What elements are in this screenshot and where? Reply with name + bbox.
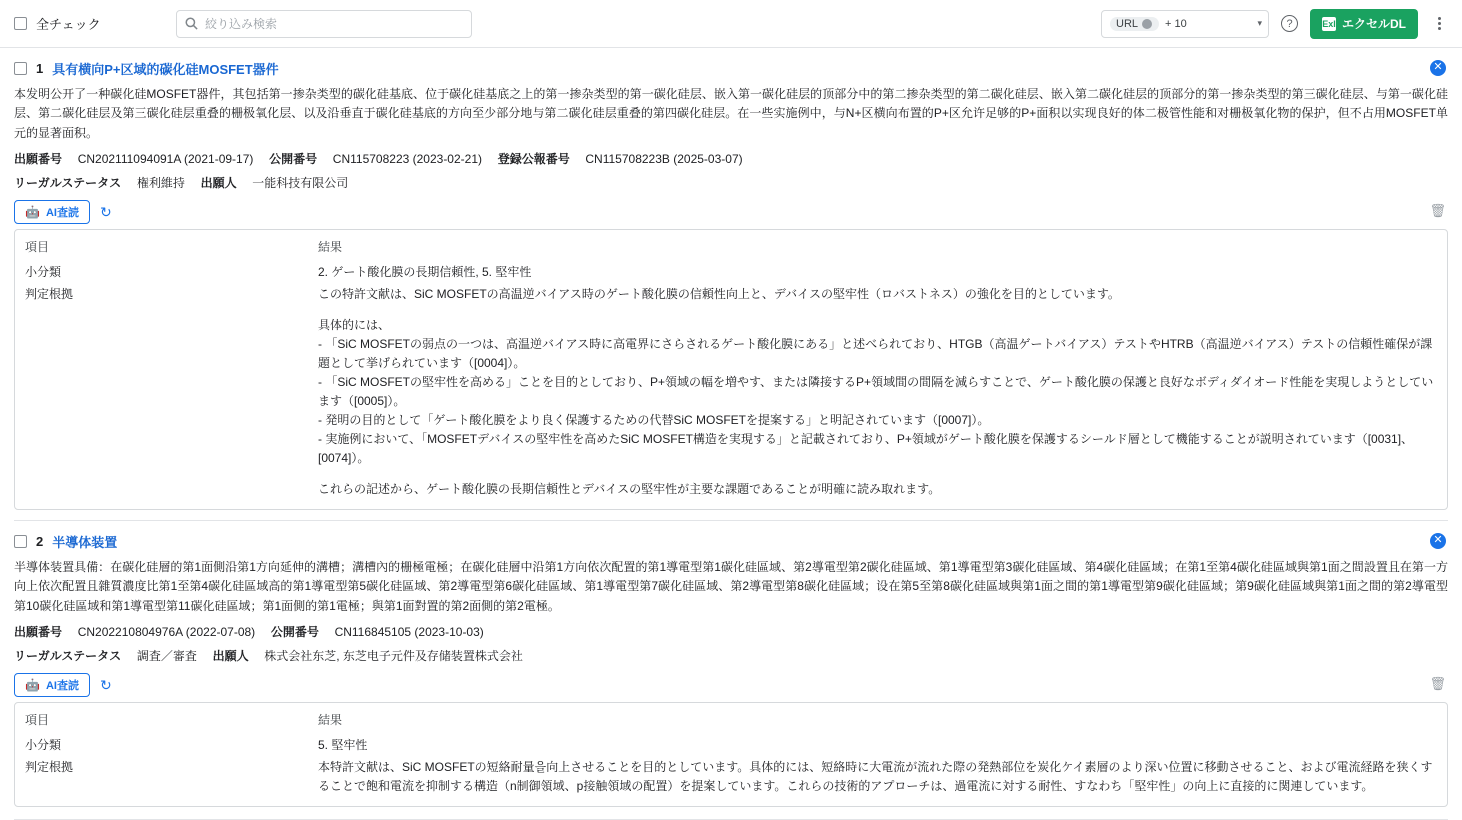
application-number-label: 出願番号 xyxy=(14,152,63,167)
record-remove-icon[interactable]: ✕ xyxy=(1430,533,1446,549)
ai-detail-block xyxy=(318,316,1437,468)
url-chip[interactable] xyxy=(1110,17,1159,31)
search-field-wrapper[interactable] xyxy=(176,10,472,38)
ai-detail-bullets xyxy=(318,335,1437,468)
ai-detail-bullet: - 「SiC MOSFETの弱点の一つは、高温逆バイアス時に高電界にさらされるゲート酸化膜にある」と述べられており、HTGB（高温ゲートバイアス）テストやHTRB（高温逆バイアス）テストの信頼性確保が課題として挙げられています（[0004]）。 xyxy=(318,337,1433,371)
ai-reason-text: この特許文献は、SiC MOSFETの高温逆バイアス時のゲート酸化膜の信頼性向上と、デバイスの堅牢性（ロバストネス）の強化を目的としています。 xyxy=(318,287,1120,302)
ai-review-button[interactable] xyxy=(14,673,90,697)
ai-table-row xyxy=(25,758,1437,796)
ai-table-header xyxy=(25,711,1437,730)
record-title-link[interactable]: 半導体装置 xyxy=(52,534,118,550)
application-number-label: 出願番号 xyxy=(14,625,63,640)
record-abstract: 本发明公开了一种碳化硅MOSFET器件，其包括第一掺杂类型的碳化硅基底、位于碳化硅基底之上的第一掺杂类型的第一碳化硅层、嵌入第一碳化硅层的顶部分中的第二掺杂类型的第二碳化硅层、嵌入第二碳化硅层的顶部分的第一掺杂类型的第三碳化硅层、与第一碳化硅层、第二碳化硅层及第三碳化硅层重叠的栅极氧化层、以及沿垂直于碳化硅基底的方向至少部分地与第二碳化硅层重叠的第四碳化硅层。在一些实施例中，与N+区横向布置的P+区允许足够的P+面积以实现良好的体二极管性能和对栅极氧化物的保护，但不占用MOSFET单元的显著面积。 xyxy=(14,87,1448,140)
legal-status-value: 権利維持 xyxy=(136,176,185,191)
publication-number-label: 公開番号 xyxy=(270,625,319,640)
ai-review-label: AI査読 xyxy=(45,207,79,220)
ai-col-result-header: 結果 xyxy=(318,713,343,728)
ai-review-bar xyxy=(14,673,1448,697)
record-header xyxy=(14,532,1448,551)
check-all-checkbox[interactable] xyxy=(14,17,27,30)
ai-detail-conclusion: これらの記述から、ゲート酸化膜の長期信頼性とデバイスの堅牢性が主要な課題であることが明確に読み取れます。 xyxy=(318,481,941,496)
ai-col-result-header: 結果 xyxy=(318,240,343,255)
search-icon xyxy=(184,16,199,31)
check-all-control[interactable] xyxy=(14,14,164,33)
ai-row-result: 5. 堅牢性 xyxy=(318,738,368,753)
applicant-value: 株式会社东芝, 东芝电子元件及存储装置株式会社 xyxy=(264,649,523,664)
registration-number-value: CN115708223B (2025-03-07) xyxy=(585,152,743,167)
record-checkbox[interactable] xyxy=(14,535,27,548)
record-meta-numbers xyxy=(14,150,1448,167)
ai-review-bar xyxy=(14,200,1448,224)
check-all-label: 全チェック xyxy=(36,17,101,32)
refresh-icon[interactable]: ↻ xyxy=(99,204,112,221)
chevron-down-icon[interactable]: ▾ xyxy=(1257,18,1262,28)
ai-table-row xyxy=(25,736,1437,755)
url-chip-remove-icon[interactable] xyxy=(1142,19,1152,29)
record-item xyxy=(14,520,1448,820)
publication-number-label: 公開番号 xyxy=(269,152,318,167)
record-checkbox[interactable] xyxy=(14,62,27,75)
ai-row-result: 本特許文献は、SiC MOSFETの短絡耐量을向上させることを目的としています。具体的には、短絡時に大電流が流れた際の発熱部位を炭化ケイ素層のより深い位置に移動させること、および電流経路を狭くすることで飽和電流を抑制する構造（n制御領域、p接触領域の配置）を提案しています。これらの技術的アプローチは、過電流に対する耐性、すなわち「堅牢性」の向上に直接的に関連しています。 xyxy=(318,759,1433,793)
record-meta-status xyxy=(14,174,1448,191)
trash-icon[interactable]: 🗑 xyxy=(1429,676,1446,692)
record-list xyxy=(0,48,1462,820)
ai-table-row xyxy=(25,285,1437,499)
more-options-icon[interactable] xyxy=(1430,12,1448,36)
ai-row-item: 小分類 xyxy=(25,738,62,753)
ai-row-item: 判定根拠 xyxy=(25,287,74,302)
ai-row-item: 判定根拠 xyxy=(25,759,74,774)
top-toolbar xyxy=(0,0,1462,48)
publication-number-value: CN116845105 (2023-10-03) xyxy=(334,625,484,640)
ai-review-label: AI査読 xyxy=(45,680,79,693)
ai-table-row xyxy=(25,263,1437,282)
applicant-value: 一能科技有限公司 xyxy=(252,176,349,191)
applicant-label: 出願人 xyxy=(200,176,237,191)
plus-count-label: + 10 xyxy=(1165,17,1187,30)
ai-review-button[interactable] xyxy=(14,200,90,224)
record-number: 1 xyxy=(36,61,44,76)
legal-status-label: リーガルステータス xyxy=(14,649,122,664)
legal-status-label: リーガルステータス xyxy=(14,176,122,191)
help-icon[interactable]: ? xyxy=(1281,15,1298,32)
record-meta-status xyxy=(14,647,1448,664)
robot-icon: 🤖 xyxy=(25,205,40,220)
record-remove-icon[interactable]: ✕ xyxy=(1430,60,1446,76)
ai-table-header xyxy=(25,238,1437,257)
trash-icon[interactable]: 🗑 xyxy=(1429,203,1446,219)
ai-col-item-header: 項目 xyxy=(25,713,50,728)
ai-detail-bullet: - 「SiC MOSFETの堅牢性を高める」ことを目的としており、P+領域の幅を増やす、または隣接するP+領域間の間隔を減らすことで、ゲート酸化膜の保護と良好なボディダイオード性能を実現しようとしています（[0005]）。 xyxy=(318,375,1434,408)
legal-status-value: 調査／審査 xyxy=(136,649,197,664)
registration-number-label: 登録公報番号 xyxy=(497,152,570,167)
url-filter-select[interactable] xyxy=(1101,10,1269,38)
ai-result-table xyxy=(14,702,1448,807)
ai-detail-bullet: - 実施例において、「MOSFETデバイスの堅牢性を高めたSiC MOSFET構造を実現する」と記載されており、P+領域がゲート酸化膜を保護するシールド層として機能することが説明されています（[0031]、[0074]）。 xyxy=(318,431,1414,465)
ai-result-table xyxy=(14,229,1448,509)
record-number: 2 xyxy=(36,533,44,549)
ai-conclusion-block xyxy=(318,480,1437,499)
applicant-label: 出願人 xyxy=(212,649,249,664)
ai-row-result xyxy=(318,285,1437,499)
excel-icon: ExI xyxy=(1322,18,1336,29)
ai-row-result: 2. ゲート酸化膜の長期信頼性, 5. 堅牢性 xyxy=(318,265,532,280)
excel-download-button[interactable] xyxy=(1310,9,1418,39)
excel-download-label: エクセルDL xyxy=(1342,17,1406,31)
url-chip-label: URL xyxy=(1116,17,1139,30)
ai-col-item-header: 項目 xyxy=(25,240,50,255)
application-number-value: CN202210804976A (2022-07-08) xyxy=(77,625,256,640)
record-title-link[interactable]: 具有横向P+区域的碳化硅MOSFET器件 xyxy=(52,62,279,77)
application-number-value: CN202111094091A (2021-09-17) xyxy=(77,152,254,167)
record-abstract: 半導体装置具備：在碳化硅層的第1面側沿第1方向延伸的溝槽；溝槽內的栅極電極；在碳化硅層中沿第1方向依次配置的第1導電型第1碳化硅區域、第2導電型第2碳化硅區域、第1導電型第3碳化硅區域、第4碳化硅區域；在第1至第4碳化硅區域與第1面之間設置且在第一方向上依次配置且雜質濃度比第1至第4碳化硅區域高的第1導電型第5碳化硅區域、第2導電型第6碳化硅區域、第1導電型第7碳化硅區域、第2導電型第8碳化硅區域；设在第5至第8碳化硅區域與第1面之間的第1導電型第9碳化硅區域；第9碳化硅區域與第1面之間的第2導電型第10碳化硅區域和第1導電型第11碳化硅區域；第1面側的第1電極；與第1面對置的第2面側的第2電極。 xyxy=(14,559,1448,613)
robot-icon: 🤖 xyxy=(25,678,40,693)
record-meta-numbers xyxy=(14,623,1448,640)
publication-number-value: CN115708223 (2023-02-21) xyxy=(332,152,482,167)
record-item xyxy=(14,48,1448,510)
ai-row-item: 小分類 xyxy=(25,265,62,280)
refresh-icon[interactable]: ↻ xyxy=(99,677,112,694)
ai-detail-bullet: - 発明の目的として「ゲート酸化膜をより良く保護するための代替SiC MOSFETを提案する」と明記されています（[0007]）。 xyxy=(318,412,990,427)
record-header xyxy=(14,59,1448,78)
search-input[interactable] xyxy=(176,10,472,38)
ai-detail-intro: 具体的には、 xyxy=(318,318,391,333)
